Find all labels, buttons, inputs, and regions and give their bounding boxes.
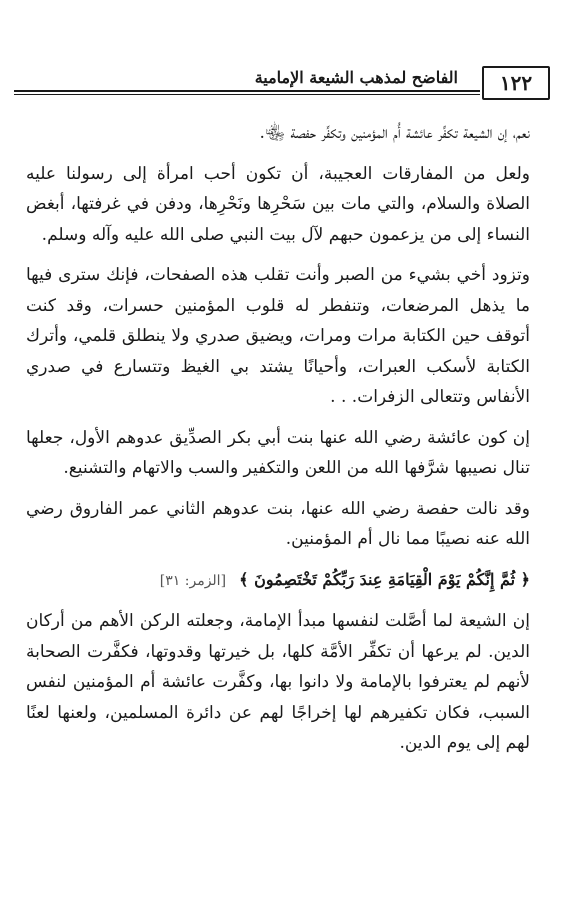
paragraph-4: إن كون عائشة رضي الله عنها بنت أبي بكر الصدِّيق عدوهم الأول، جعلها تنال نصيبها شرَّفها الله من اللعن والتكفير والسب والاتهام والتشنيع. bbox=[26, 427, 530, 478]
running-title: الفاضح لمذهب الشيعة الإمامية bbox=[254, 68, 458, 87]
paragraph-3: وتزود أخي بشيء من الصبر وأنت تقلب هذه الصفحات، فإنك سترى فيها ما يذهل المرضعات، وتنفطر له قلوب المؤمنين حسرات، وقد كنت أتوقف حين الكتابة مرات ومرات، ويضيق صدري ولا ينطلق قلمي، وأترك الكتابة لأسكب العبرات، وأحيانًا يشتد بي الغيظ وتتسارع في صدري الأنفاس وتتعالى الزفرات. . . bbox=[26, 265, 530, 407]
header-rule-thin bbox=[14, 94, 480, 95]
paragraph-1: نعم، إن الشيعة تكفِّر عائشة أُم المؤمنين وتكفِّر حفصة ﵄. bbox=[259, 123, 530, 143]
paragraph-2: ولعل من المفارقات العجيبة، أن تكون أحب امرأة إلى رسولنا عليه الصلاة والسلام، والتي مات بين سَحْرِها ونَحْرِها، ودفن في غرفتها، أبغض النساء إلى من يزعمون حبهم لآل بيت النبي صلى الله عليه وآله وسلم. bbox=[26, 163, 530, 245]
paragraph-5: وقد نالت حفصة رضي الله عنها، بنت عدوهم الثاني عمر الفاروق رضي الله عنه نصيبًا مما نال أم المؤمنين. bbox=[26, 498, 530, 549]
page-body bbox=[26, 118, 530, 769]
paragraph-6: إن الشيعة لما أصَّلت لنفسها مبدأ الإمامة، وجعلته الركن الأهم من أركان الدين. لم يرعها أن تكفِّر الأمَّة كلها، بل خيرتها وقدوتها، فكفَّرت الصحابة لأنهم لم يعترفوا بالإمامة ولا دانوا بها، وكفَّرت عائشة أم المؤمنين لنفس السبب، فكان تكفيرهم لها إخراجًا لهم عن دائرة المسلمين، ولعنها لعنًا لهم إلى يوم الدين. bbox=[26, 611, 530, 753]
page-number: ١٢٢ bbox=[482, 66, 550, 100]
quran-verse bbox=[26, 565, 530, 597]
header-rule-thick bbox=[14, 90, 480, 92]
verse-reference: [الزمر: ٣١] bbox=[159, 572, 227, 589]
page-header bbox=[14, 60, 550, 100]
verse-text: ﴿ ثُمَّ إِنَّكُمْ يَوْمَ الْقِيَامَةِ عِندَ رَبِّكُمْ تَخْتَصِمُونَ ﴾ bbox=[239, 569, 530, 589]
